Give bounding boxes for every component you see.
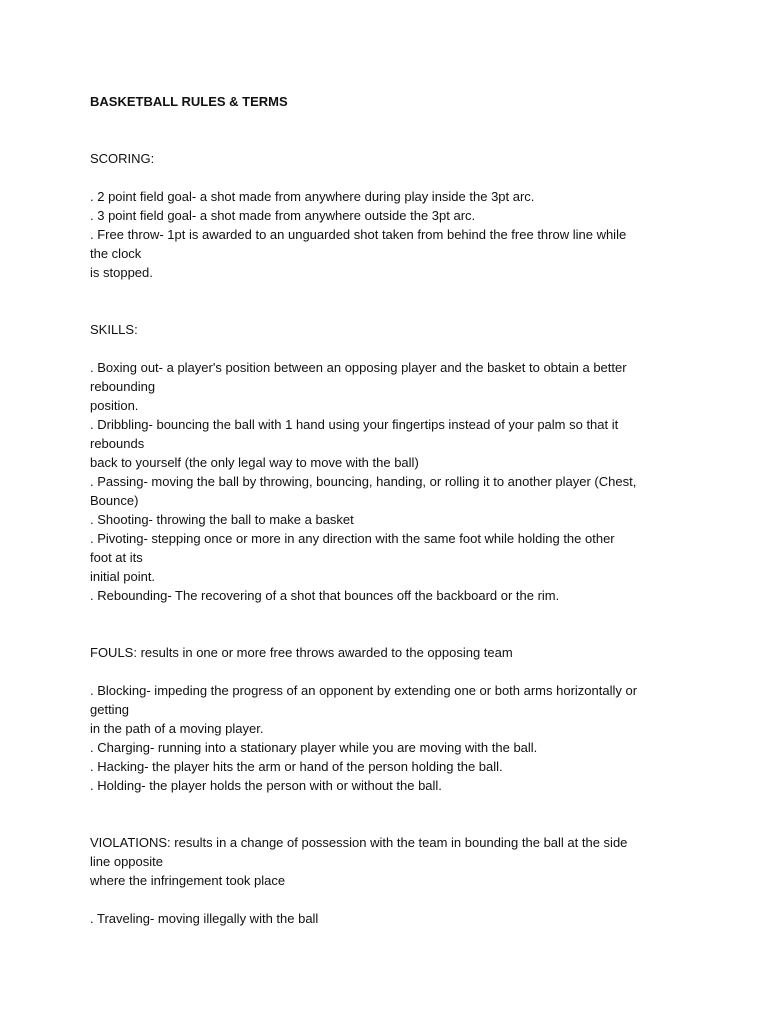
fouls-line: in the path of a moving player. (90, 721, 264, 736)
fouls-section (90, 643, 690, 795)
skills-line: back to yourself (the only legal way to move with the ball) (90, 455, 419, 470)
fouls-line: getting (90, 702, 130, 717)
violations-line: . Traveling- moving illegally with the ball (90, 911, 319, 926)
skills-line: rebounding (90, 379, 156, 394)
skills-section (90, 320, 690, 605)
fouls-line: . Hacking- the player hits the arm or hand of the person holding the ball. (90, 759, 503, 774)
skills-line: foot at its (90, 550, 143, 565)
scoring-line: . 3 point field goal- a shot made from anywhere outside the 3pt arc. (90, 208, 476, 223)
scoring-section (90, 149, 690, 282)
violations-section (90, 833, 690, 928)
skills-line: . Pivoting- stepping once or more in any direction with the same foot while holding the other (90, 531, 615, 546)
skills-line: Bounce) (90, 493, 139, 508)
skills-line: position. (90, 398, 139, 413)
document-title: BASKETBALL RULES & TERMS (90, 94, 288, 109)
skills-line: . Rebounding- The recovering of a shot that bounces off the backboard or the rim. (90, 588, 560, 603)
section-heading-skills: SKILLS: (90, 322, 138, 337)
section-heading-violations: where the infringement took place (90, 873, 286, 888)
skills-line: . Dribbling- bouncing the ball with 1 hand using your fingertips instead of your palm so that it (90, 417, 619, 432)
skills-line: initial point. (90, 569, 156, 584)
scoring-line: is stopped. (90, 265, 153, 280)
scoring-line: . 2 point field goal- a shot made from anywhere during play inside the 3pt arc. (90, 189, 535, 204)
fouls-line: . Charging- running into a stationary player while you are moving with the ball. (90, 740, 538, 755)
scoring-line: . Free throw- 1pt is awarded to an unguarded shot taken from behind the free throw line while (90, 227, 627, 242)
section-heading-violations: line opposite (90, 854, 163, 869)
skills-line: rebounds (90, 436, 145, 451)
section-heading-fouls: FOULS: results in one or more free throws awarded to the opposing team (90, 645, 513, 660)
scoring-line: the clock (90, 246, 142, 261)
section-heading-violations: VIOLATIONS: results in a change of possession with the team in bounding the ball at the side (90, 835, 628, 850)
skills-line: . Boxing out- a player's position between an opposing player and the basket to obtain a better (90, 360, 627, 375)
skills-line: . Passing- moving the ball by throwing, bouncing, handing, or rolling it to another player (Chest, (90, 474, 637, 489)
fouls-line: . Blocking- impeding the progress of an opponent by extending one or both arms horizontally or (90, 683, 638, 698)
document-body (90, 92, 690, 928)
section-heading-scoring: SCORING: (90, 151, 155, 166)
fouls-line: . Holding- the player holds the person with or without the ball. (90, 778, 442, 793)
skills-line: . Shooting- throwing the ball to make a basket (90, 512, 354, 527)
